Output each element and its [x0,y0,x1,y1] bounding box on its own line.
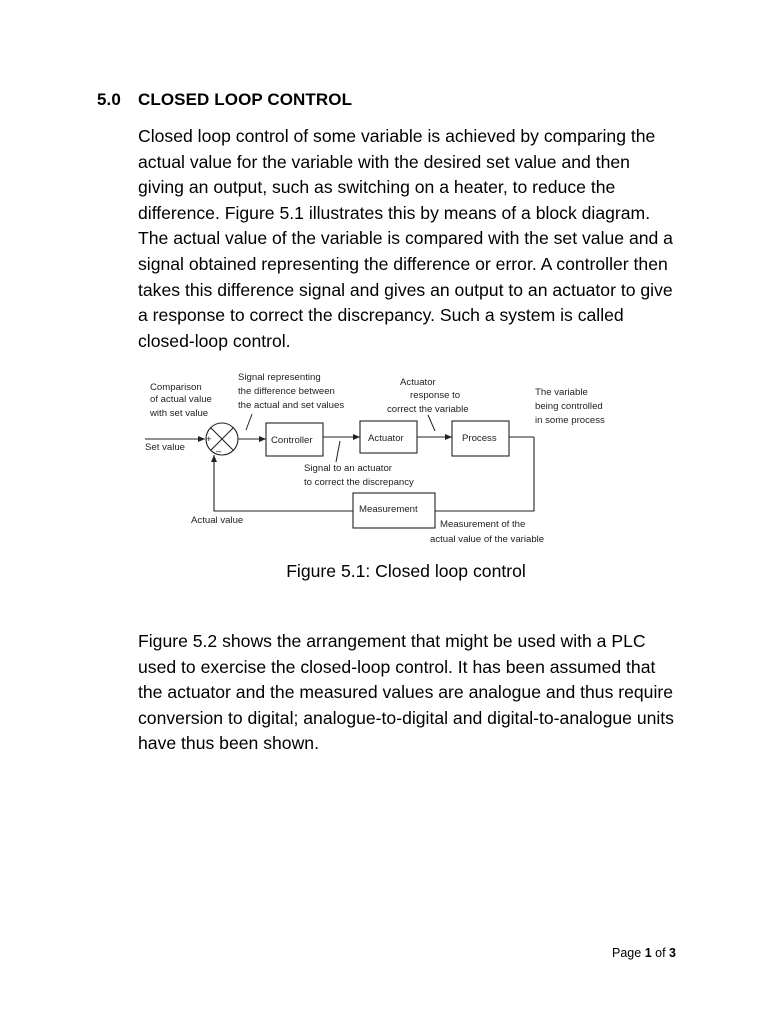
svg-text:of actual value: of actual value [150,394,212,405]
svg-text:correct the variable: correct the variable [387,404,469,415]
actuator-block [360,421,417,453]
svg-text:with set value: with set value [150,408,209,419]
comparator-minus-sign: – [216,446,222,457]
svg-text:the difference between: the difference between [238,386,335,397]
current-page-number: 1 [644,946,652,960]
section-title: CLOSED LOOP CONTROL [138,90,353,109]
set-value-label: Set value [145,442,186,453]
svg-text:in some process: in some process [535,415,605,426]
page-word: Page [612,946,642,960]
svg-text:actual value of the variable: actual value of the variable [430,534,545,545]
paragraph-intro: Closed loop control of some variable is achieved by comparing the actual value for the variable with the desired set value and then giving an output, such as switching on a heater, to reduce the difference. Figure 5.1 illustrates this by means of a block diagram. The actual value of the variable is compared with the set value and a signal obtained representing the difference or error. A controller then takes this difference signal and gives an output to an actuator to give a response to correct the discrepancy. Such a system is called closed-loop control. [138,126,673,351]
paragraph-plc: Figure 5.2 shows the arrangement that might be used with a PLC used to exercise the closed-loop control. It has been assumed that the actuator and the measured values are analogue and thus require conversion to digital; analogue-to-digital and digital-to-analogue units have thus been shown. [138,631,674,754]
process-block [452,421,509,456]
svg-text:response to: response to [410,390,461,401]
total-pages-number: 3 [669,946,676,960]
svg-text:being controlled: being controlled [535,401,603,412]
section-number: 5.0 [97,90,121,109]
actuator-response-annotation [387,377,469,415]
svg-text:Measurement of the: Measurement of the [440,519,526,530]
process-label: Process [462,433,497,444]
closed-loop-block-diagram [140,366,620,552]
actual-value-label: Actual value [191,515,244,526]
figure-caption: Figure 5.1: Closed loop control [286,561,526,581]
page-footer [612,946,676,960]
controller-block [266,423,323,456]
leader-signal-difference [246,414,252,430]
measurement-actual-annotation [430,519,544,545]
svg-text:to correct the discrepancy: to correct the discrepancy [304,477,414,488]
svg-text:Comparison: Comparison [150,382,202,393]
actuator-label: Actuator [368,433,404,444]
comparator-plus-sign: + [206,434,212,445]
leader-signal-actuator [336,441,340,462]
comparator-symbol [206,423,238,457]
signal-difference-annotation [238,372,344,411]
svg-text:Signal representing: Signal representing [238,372,321,383]
variable-controlled-annotation [535,387,605,426]
measurement-label: Measurement [359,504,418,515]
measurement-block [353,493,435,528]
section-heading [97,90,352,110]
svg-text:the actual and set values: the actual and set values [238,400,345,411]
controller-label: Controller [271,435,313,446]
of-word: of [655,946,666,960]
comparison-annotation [149,382,212,419]
svg-text:Actuator: Actuator [400,377,436,388]
leader-actuator-response [428,415,435,431]
signal-actuator-annotation [304,463,414,488]
svg-text:Signal to an actuator: Signal to an actuator [304,463,393,474]
svg-text:The variable: The variable [535,387,588,398]
